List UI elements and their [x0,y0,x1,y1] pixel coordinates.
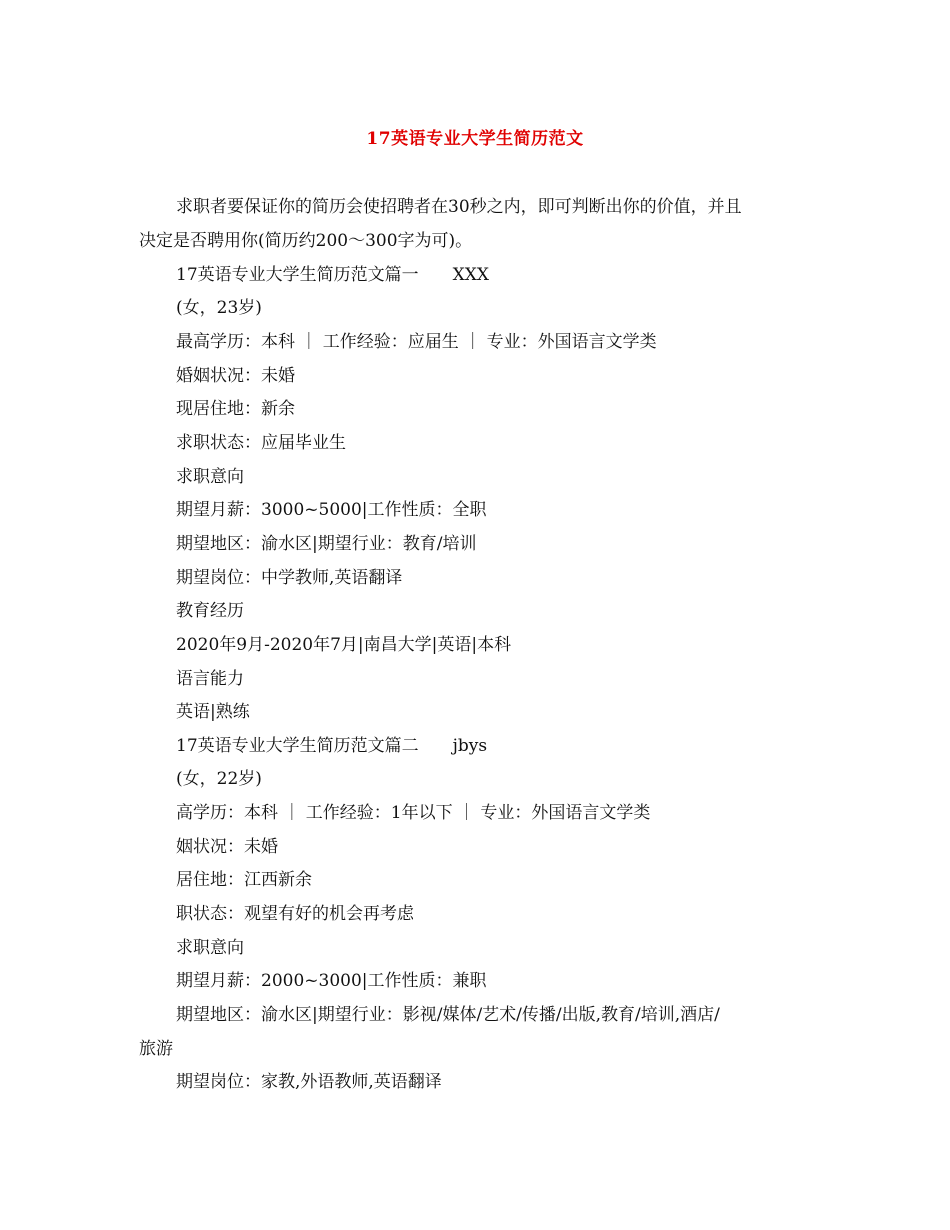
resume1-marital: 婚姻状况：未婚 [176,366,295,386]
resume2-job-status: 职状态：观望有好的机会再考虑 [176,904,414,924]
resume2-region-line-2: 旅游 [139,1039,173,1059]
resume1-education: 2020年9月-2020年7月|南昌大学|英语|本科 [176,635,512,655]
resume1-summary: 最高学历：本科 ｜ 工作经验：应届生 ｜ 专业：外国语言文学类 [176,332,657,352]
resume1-salary: 期望月薪：3000~5000|工作性质：全职 [176,500,487,520]
resume1-job-status: 求职状态：应届毕业生 [176,433,346,453]
resume1-gender-age: (女，23岁) [176,298,262,318]
resume2-region-line-1: 期望地区：渝水区|期望行业：影视/媒体/艺术/传播/出版,教育/培训,酒店/ [176,1005,720,1025]
resume1-language-heading: 语言能力 [176,669,244,689]
resume2-marital: 姻状况：未婚 [176,837,278,857]
resume2-heading: 17英语专业大学生简历范文篇二 jbys [176,736,488,756]
resume2-residence: 居住地：江西新余 [176,870,312,890]
resume2-gender-age: (女，22岁) [176,769,262,789]
resume2-summary: 高学历：本科 ｜ 工作经验：1年以下 ｜ 专业：外国语言文学类 [176,803,651,823]
resume1-region: 期望地区：渝水区|期望行业：教育/培训 [176,534,477,554]
intro-line-2: 决定是否聘用你(简历约200～300字为可)。 [139,231,473,251]
resume1-position: 期望岗位：中学教师,英语翻译 [176,568,403,588]
resume2-intent-heading: 求职意向 [176,938,244,958]
resume1-intent-heading: 求职意向 [176,467,244,487]
resume2-salary: 期望月薪：2000~3000|工作性质：兼职 [176,971,487,991]
resume2-position: 期望岗位：家教,外语教师,英语翻译 [176,1072,442,1092]
resume1-residence: 现居住地：新余 [176,399,295,419]
intro-line-1: 求职者要保证你的简历会使招聘者在30秒之内，即可判断出你的价值，并且 [176,197,742,217]
resume1-heading: 17英语专业大学生简历范文篇一 XXX [176,265,489,285]
resume1-education-heading: 教育经历 [176,601,244,621]
document-title: 17英语专业大学生简历范文 [366,129,584,149]
resume1-language: 英语|熟练 [176,702,250,722]
